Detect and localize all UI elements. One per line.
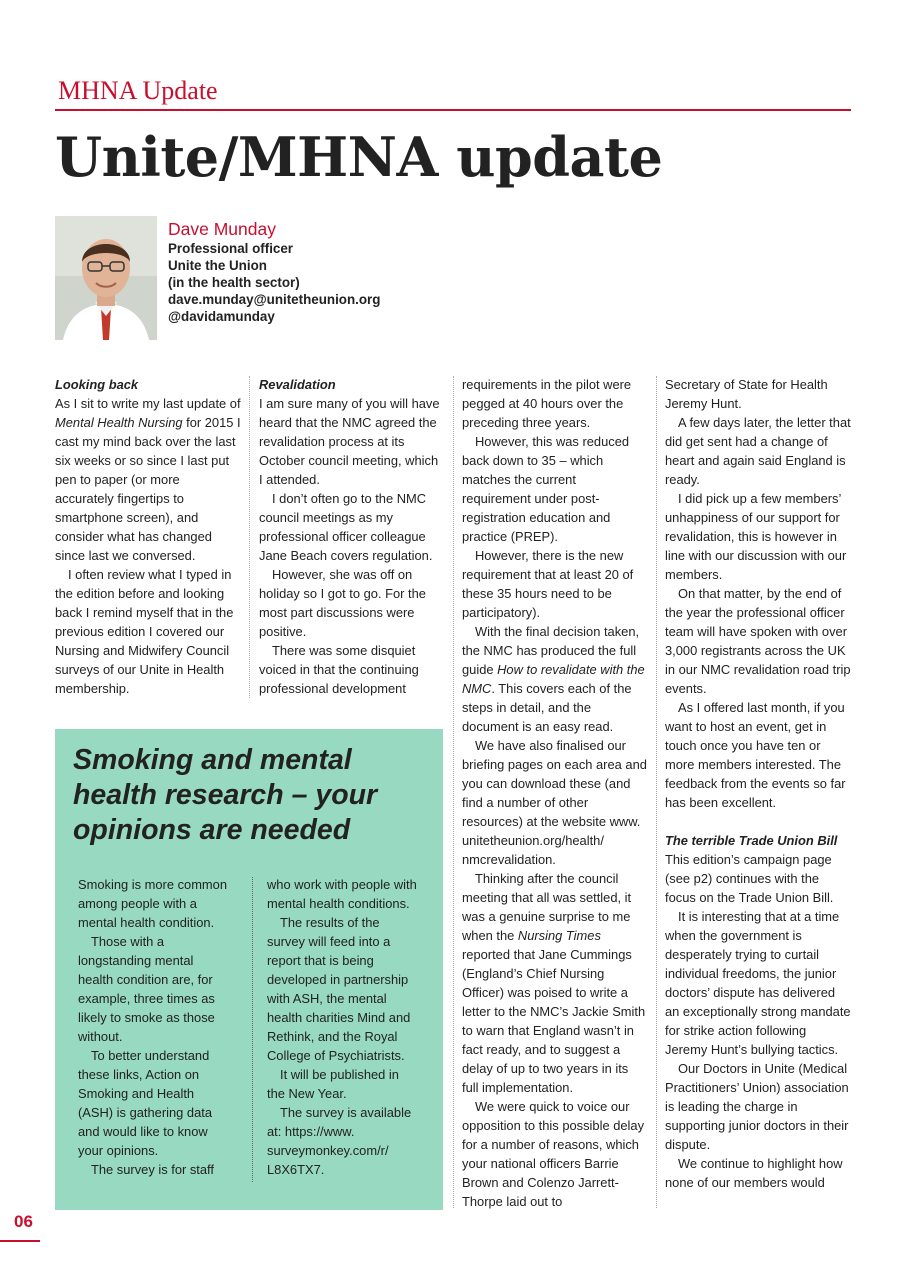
- paragraph: As I sit to write my last update of Mental Health Nursing for 2015 I cast my mind back over the last six weeks or so since I last put pen to paper (or more accurately fingertips to smartphone screen), and consider what has changed since last we conversed.: [55, 396, 241, 563]
- paragraph: Those with a longstanding mental health condition are, for example, three times as likely to smoke as those without.: [78, 934, 215, 1044]
- article-column-3: [462, 375, 648, 1211]
- author-email[interactable]: dave.munday@unitetheunion.org: [168, 292, 381, 307]
- paragraph: I did pick up a few members’ unhappiness of our support for revalidation, this is however in line with our discussion with our members.: [665, 491, 847, 582]
- paragraph: The survey is for staff: [91, 1162, 214, 1177]
- smoking-research-box: [55, 729, 443, 1210]
- page-number: 06: [14, 1212, 33, 1231]
- paragraph: The results of the survey will feed into a report that is being developed in partnership with ASH, the mental health charities Mind and Rethink, and the Royal College of Psychiatrists.: [267, 915, 411, 1063]
- paragraph: I don’t often go to the NMC council meetings as my professional officer colleague Jane Beach covers regulation.: [259, 491, 433, 563]
- page-number-rule: [0, 1240, 40, 1242]
- subheading-trade-union-bill: The terrible Trade Union Bill: [665, 833, 838, 848]
- column-divider: [249, 376, 250, 698]
- publication-title: Nursing Times: [517, 928, 601, 943]
- paragraph: As I offered last month, if you want to host an event, get in touch once you have ten or more members interested. The feedback from the events so far has been excellent.: [665, 700, 846, 810]
- survey-link-paragraph[interactable]: The survey is available at: https://www. surveymonkey.com/r/ L8X6TX7.: [267, 1105, 412, 1177]
- paragraph: who work with people with mental health conditions.: [267, 877, 417, 911]
- box-column-left: [78, 875, 230, 1179]
- box-column-right: [267, 875, 419, 1179]
- paragraph: However, there is the new requirement that at least 20 of these 35 hours need to be participatory).: [462, 548, 634, 620]
- column-divider: [252, 877, 253, 1182]
- paragraph: To better understand these links, Action on Smoking and Health (ASH) is gathering data and would like to know your opinions.: [78, 1048, 212, 1158]
- subheading-looking-back: Looking back: [55, 377, 139, 392]
- column-divider: [453, 376, 454, 1208]
- box-title: Smoking and mental health research – your opinions are needed: [73, 744, 378, 846]
- author-twitter[interactable]: @davidamunday: [168, 309, 275, 324]
- paragraph: We were quick to voice our opposition to this possible delay for a number of reasons, which your national officers Barrie Brown and Colenzo Jarrett-Thorpe laid out to: [462, 1099, 645, 1209]
- paragraph: With the final decision taken, the NMC has produced the full guide How to revalidate with the NMC. This covers each of the steps in detail, and the document is an easy read.: [462, 624, 645, 734]
- author-name: Dave Munday: [168, 219, 276, 239]
- guide-title: How to revalidate with the NMC: [462, 662, 645, 696]
- paragraph: On that matter, by the end of the year the professional officer team will have spoken with over 3,000 registrants across the UK in our NMC revalidation road trip events.: [665, 586, 851, 696]
- section-label: MHNA Update: [58, 76, 218, 105]
- paragraph: A few days later, the letter that did get sent had a change of heart and again said England is ready.: [665, 415, 851, 487]
- paragraph: Smoking is more common among people with a mental health condition.: [78, 877, 228, 930]
- paragraph: Secretary of State for Health Jeremy Hunt.: [665, 377, 828, 411]
- paragraph: Our Doctors in Unite (Medical Practitioners’ Union) association is leading the charge in supporting junior doctors in their dispute.: [665, 1061, 849, 1152]
- paragraph: I am sure many of you will have heard that the NMC agreed the revalidation process at its October council meeting, which I attended.: [259, 396, 440, 487]
- author-block: [168, 219, 380, 325]
- paragraph: However, she was off on holiday so I got to go. For the most part discussions were positive.: [259, 567, 426, 639]
- author-sector: (in the health sector): [168, 275, 300, 290]
- paragraph: We continue to highlight how none of our members would: [665, 1156, 843, 1190]
- author-role: Professional officer: [168, 241, 294, 256]
- subheading-revalidation: Revalidation: [259, 377, 336, 392]
- paragraph: Thinking after the council meeting that all was settled, it was a genuine surprise to me when the Nursing Times reported that Jane Cummings (England’s Chief Nursing Officer) was poised to write a letter to the NMC’s Jackie Smith to warn that England wasn’t in fact ready, and to suggest a delay of up to two years in its full implementation.: [462, 871, 646, 1095]
- article-column-2: [259, 375, 445, 698]
- column-divider: [656, 376, 657, 1208]
- paragraph: This edition’s campaign page (see p2) continues with the focus on the Trade Union Bill.: [665, 852, 834, 905]
- article-column-1: [55, 375, 241, 698]
- author-org: Unite the Union: [168, 258, 267, 273]
- author-photo: [55, 216, 157, 340]
- section-rule: [55, 109, 851, 111]
- paragraph: requirements in the pilot were pegged at 40 hours over the preceding three years.: [462, 377, 632, 430]
- paragraph: It is interesting that at a time when the government is desperately trying to curtail individual freedoms, the junior doctors’ dispute has delivered an exceptionally strong mandate for strike action following Jeremy Hunt’s bullying tactics.: [665, 909, 851, 1057]
- article-column-4: [665, 375, 851, 1192]
- paragraph: I often review what I typed in the edition before and looking back I remind myself that in the previous edition I covered our Nursing and Midwifery Council surveys of our Unite in Health membership.: [55, 567, 234, 696]
- paragraph: We have also finalised our briefing pages on each area and you can download these (and find a number of other resources) at the website www. unitetheunion.org/health/ nmcrevalidation.: [462, 738, 647, 867]
- paragraph: There was some disquiet voiced in that the continuing professional development: [259, 643, 419, 696]
- publication-title: Mental Health Nursing: [55, 415, 183, 430]
- page-title: Unite/MHNA update: [55, 125, 663, 189]
- author-portrait-image: [55, 216, 157, 340]
- paragraph: However, this was reduced back down to 35 – which matches the current requirement under post-registration education and practice (PREP).: [462, 434, 630, 544]
- paragraph: It will be published in the New Year.: [267, 1067, 399, 1101]
